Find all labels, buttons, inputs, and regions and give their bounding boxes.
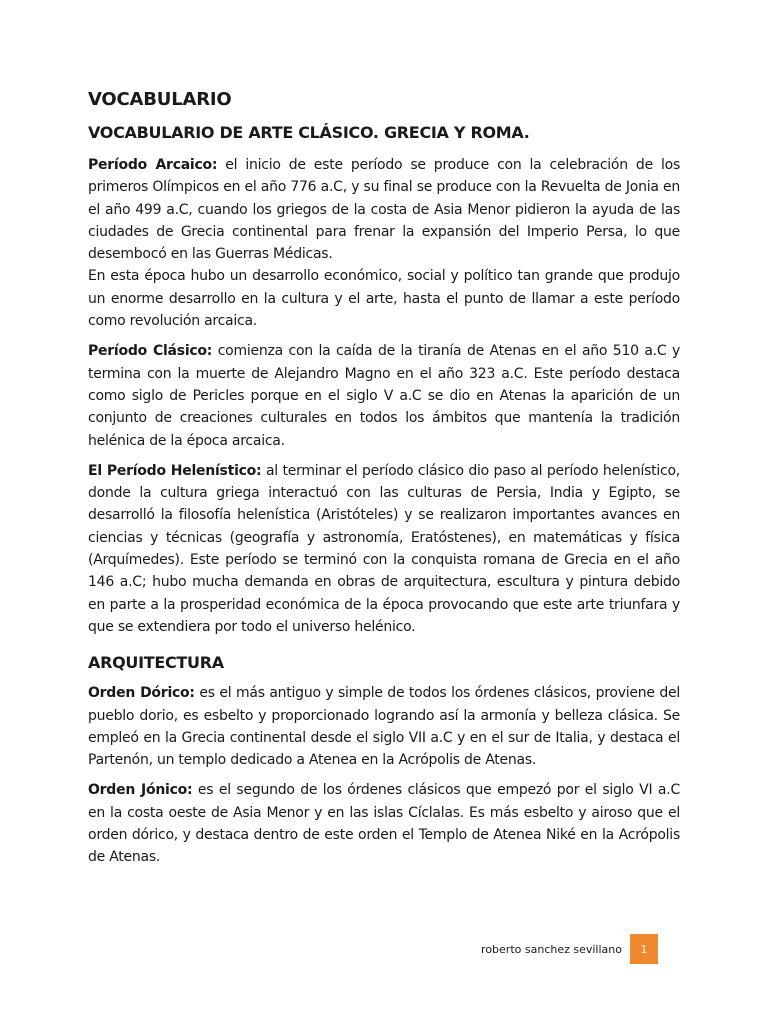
text-periodo-helenistico: al terminar el período clásico dio paso al período helenístico, donde la cultura griega interactuó con las culturas de Persia, India y Egipto, se desarrolló la filosofía helenística (Aristóteles) y se realizaron importantes avances en ciencias y técnicas (geografía y astronomía, Eratóstenes), en matemáticas y física (Arquímedes). Este período se terminó con la conquista romana de Grecia en el año 146 a.C; hubo mucha demanda en obras de arquitectura, escultura y pintura debido en parte a la prosperidad económica de la época provocando que este arte triunfara y que se extendiera por todo el universo helénico. (88, 462, 680, 635)
term-periodo-helenistico: El Período Helenístico: (88, 462, 262, 479)
term-periodo-arcaico: Período Arcaico: (88, 157, 218, 173)
page-title: VOCABULARIO (88, 89, 232, 110)
paragraph-orden-jonico (88, 779, 680, 868)
paragraph-periodo-clasico (88, 340, 680, 451)
text-periodo-arcaico: el inicio de este período se produce con la celebración de los primeros Olímpicos en el año 776 a.C, y su final se produce con la Revuelta de Jonia en el año 499 a.C, cuando los griegos de la costa de Asia Menor pidieron la ayuda de las ciudades de Grecia continental para frenar la expansión del Imperio Persa, lo que desembocó en las Guerras Médicas. (88, 157, 680, 263)
text-orden-dorico: es el más antiguo y simple de todos los órdenes clásicos, proviene del pueblo dorio, es esbelto y proporcionado logrando así la armonía y belleza clásica. Se empleó en la Grecia continental desde el siglo VII a.C y en el sur de Italia, y destaca el Partenón, un templo dedicado a Atenea en la Acrópolis de Atenas. (88, 685, 680, 769)
text-periodo-clasico: comienza con la caída de la tiranía de Atenas en el año 510 a.C y termina con la muerte de Alejandro Magno en el año 323 a.C. Este período destaca como siglo de Pericles porque en el siglo V a.C se dio en Atenas la aparición de un conjunto de creaciones culturales en todos los ámbitos que mantenía la tradición helénica de la época arcaica. (88, 343, 680, 449)
term-orden-dorico: Orden Dórico: (88, 685, 195, 702)
page-number-badge: 1 (630, 934, 658, 964)
footer-author: roberto sanchez sevillano (481, 942, 622, 956)
text-orden-jonico: es el segundo de los órdenes clásicos que empezó por el siglo VI a.C en la costa oeste de Asia Menor y en las islas Cíclalas. Es más esbelto y airoso que el orden dórico, y destaca dentro de este orden el Templo de Atenea Niké en la Acrópolis de Atenas. (88, 782, 680, 866)
paragraph-periodo-arcaico-continuation: En esta época hubo un desarrollo económico, social y político tan grande que produjo un enorme desarrollo en la cultura y el arte, hasta el punto de llamar a este período como revolución arcaica. (88, 268, 680, 330)
document-subtitle: VOCABULARIO DE ARTE CLÁSICO. GRECIA Y ROMA. (88, 123, 530, 142)
paragraph-periodo-helenistico (88, 460, 680, 638)
paragraph-periodo-arcaico (88, 154, 680, 265)
term-periodo-clasico: Período Clásico: (88, 343, 213, 360)
paragraph-orden-dorico (88, 682, 680, 771)
term-orden-jonico: Orden Jónico: (88, 782, 193, 799)
section-heading-arquitectura: ARQUITECTURA (88, 653, 224, 673)
page-footer (481, 934, 658, 964)
